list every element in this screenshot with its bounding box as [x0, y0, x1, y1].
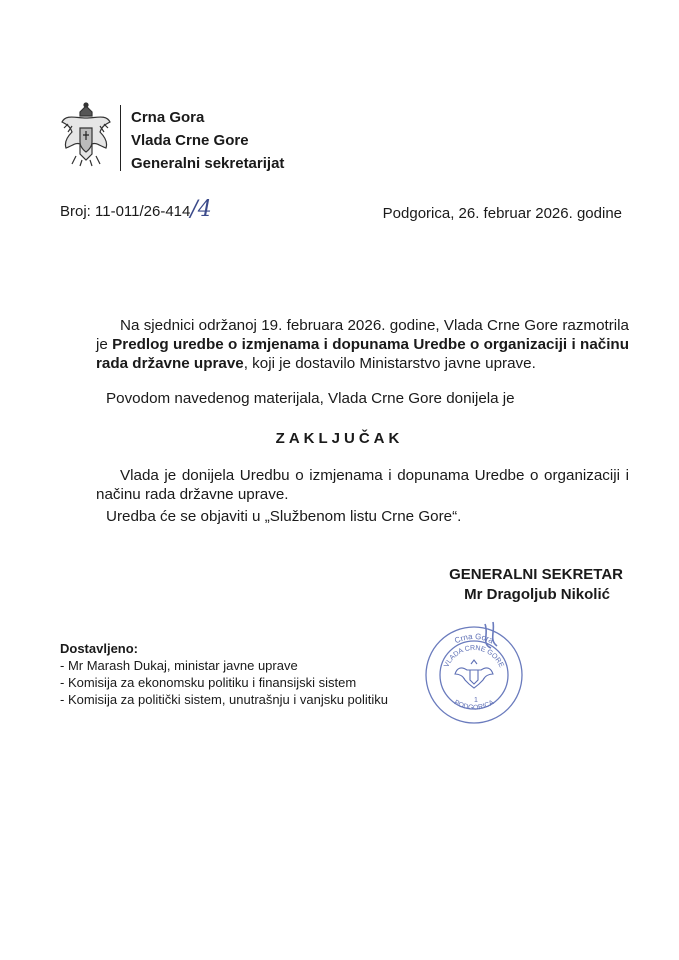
header-government: Vlada Crne Gore	[131, 132, 249, 149]
distribution-title: Dostavljeno:	[60, 641, 139, 656]
paragraph-decision: Povodom navedenog materijala, Vlada Crne Gore donijela je	[106, 390, 515, 407]
stamp-city: PODGORICA	[452, 699, 496, 712]
intro-text-b: , koji je dostavilo Ministarstvo javne uprave.	[243, 355, 536, 372]
paragraph-publication: Uredba će se objaviti u „Službenom listu Crne Gore“.	[106, 508, 462, 525]
stamp-top-text: Crna Gora	[453, 631, 495, 646]
header-divider	[120, 105, 121, 171]
stamp-ring-text: VLADA CRNE GORE	[443, 644, 505, 669]
signature-name: Mr Dragoljub Nikolić	[464, 586, 610, 603]
place-date: Podgorica, 26. februar 2026. godine	[382, 205, 622, 222]
paragraph-intro	[96, 316, 629, 373]
coat-of-arms-icon	[58, 102, 114, 168]
stamp-number: 1	[474, 697, 478, 704]
distribution-item: - Komisija za politički sistem, unutrašnju i vanjsku politiku	[60, 692, 389, 707]
header-secretariat: Generalni sekretarijat	[131, 155, 285, 172]
intro-text-a: Na sjednici održanoj 19. februara 2026. godine, Vlada Crne Gore razmotrila je	[96, 317, 629, 353]
intro-text-bold: Predlog uredbe o izmjenama i dopunama Uredbe o organizaciji i načinu rada državne uprave	[96, 336, 629, 372]
paragraph-conclusion: Vlada je donijela Uredbu o izmjenama i dopunama Uredbe o organizaciji i načinu rada državne uprave.	[96, 467, 629, 503]
distribution-list	[60, 640, 388, 708]
handwritten-number: /4	[190, 197, 212, 222]
reference-number	[60, 197, 212, 222]
official-stamp	[419, 618, 529, 728]
signature-role: GENERALNI SEKRETAR	[449, 566, 623, 583]
reference-number-text: Broj: 11-011/26-414	[60, 203, 191, 220]
document-title: ZAKLJUČAK	[275, 430, 404, 447]
distribution-item: - Komisija za ekonomsku politiku i finansijski sistem	[60, 675, 357, 690]
distribution-item: - Mr Marash Dukaj, ministar javne uprave	[60, 658, 298, 673]
header-country: Crna Gora	[131, 109, 205, 126]
